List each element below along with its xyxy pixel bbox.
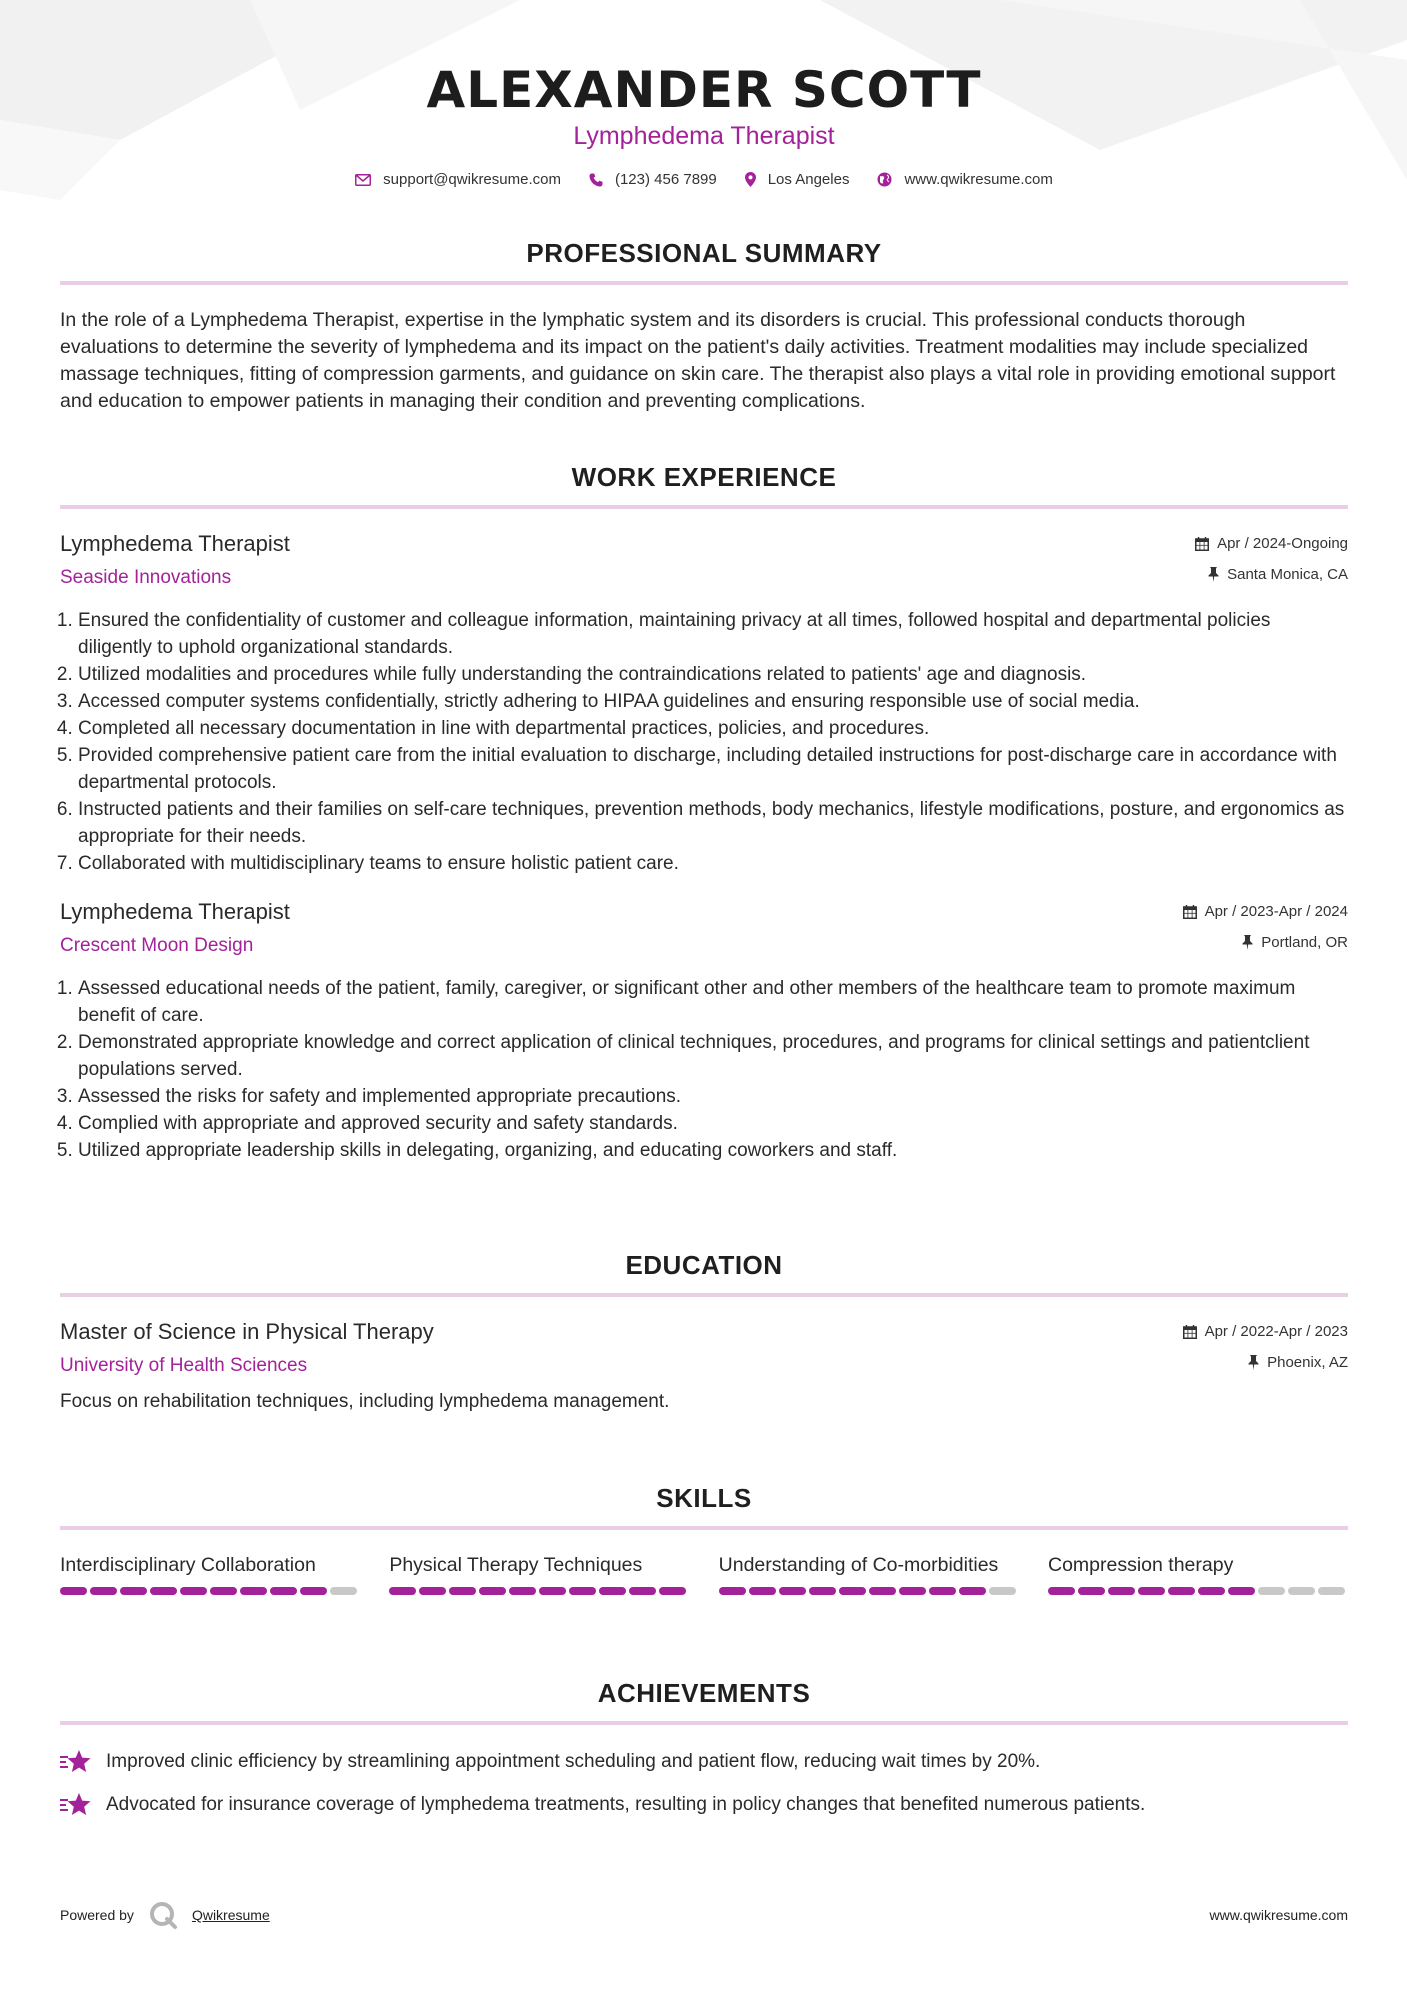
skill-segment-filled [210, 1587, 237, 1595]
phone-icon [589, 173, 603, 187]
skill-segment-filled [419, 1587, 446, 1595]
star-icon [60, 1792, 92, 1818]
skill-segment-filled [389, 1587, 416, 1595]
section-divider [60, 505, 1348, 509]
section-title-experience: WORK EXPERIENCE [571, 462, 837, 492]
skill-segment-filled [479, 1587, 506, 1595]
skill-level-bar [1048, 1587, 1348, 1595]
footer-website[interactable]: www.qwikresume.com [1209, 1907, 1348, 1923]
job-location: Santa Monica, CA [1227, 566, 1348, 583]
envelope-icon [355, 174, 371, 186]
education-location: Phoenix, AZ [1267, 1354, 1348, 1371]
contact-website[interactable] [877, 171, 1052, 188]
school-name: University of Health Sciences [60, 1355, 308, 1376]
skill-name: Interdisciplinary Collaboration [60, 1554, 316, 1576]
section-divider [60, 281, 1348, 285]
skill-item [1048, 1552, 1348, 1595]
skill-segment-filled [569, 1587, 596, 1595]
list-item: 4. Complied with appropriate and approved security and safety standards. [78, 1110, 1348, 1137]
skill-segment-filled [959, 1587, 986, 1595]
skill-segment-filled [180, 1587, 207, 1595]
list-item: 2. Demonstrated appropriate knowledge and correct application of clinical techniques, procedures, and programs for clinical settings and patientclient populations served. [78, 1029, 1348, 1083]
qwikresume-link[interactable]: Qwikresume [191, 1907, 270, 1923]
resume-page [60, 0, 1348, 1815]
skill-segment-filled [1078, 1587, 1105, 1595]
skill-segment-filled [1048, 1587, 1075, 1595]
job-title: Lymphedema Therapist [60, 531, 290, 556]
skill-name: Understanding of Co-morbidities [718, 1554, 999, 1576]
section-skills [60, 1483, 1348, 1595]
pushpin-icon [1248, 1355, 1259, 1370]
skill-name: Compression therapy [1047, 1554, 1234, 1576]
contact-location-text: Los Angeles [767, 171, 850, 188]
list-item: 5. Utilized appropriate leadership skills in delegating, organizing, and educating coworkers and staff. [78, 1137, 1348, 1164]
star-icon [60, 1749, 92, 1775]
job-company: Crescent Moon Design [60, 935, 254, 956]
job-entry [60, 531, 1348, 877]
job-dates: Apr / 2023-Apr / 2024 [1204, 903, 1348, 920]
skill-segment-filled [240, 1587, 267, 1595]
skill-segment-filled [539, 1587, 566, 1595]
job-company: Seaside Innovations [60, 567, 232, 588]
calendar-icon [1183, 1325, 1197, 1339]
education-description: Focus on rehabilitation techniques, including lymphedema management. [60, 1391, 670, 1412]
pushpin-icon [1242, 935, 1253, 950]
section-title-skills: SKILLS [656, 1483, 752, 1513]
skill-segment-filled [629, 1587, 656, 1595]
section-divider [60, 1293, 1348, 1297]
skill-segment-filled [1108, 1587, 1135, 1595]
list-item: 7. Collaborated with multidisciplinary teams to ensure holistic patient care. [78, 850, 1348, 877]
section-title-summary: PROFESSIONAL SUMMARY [526, 238, 882, 268]
skill-segment-filled [1168, 1587, 1195, 1595]
skill-segment-filled [90, 1587, 117, 1595]
job-title: Lymphedema Therapist [60, 899, 290, 924]
achievement-item [60, 1749, 1348, 1775]
section-title-achievements: ACHIEVEMENTS [597, 1678, 811, 1708]
powered-by [60, 1900, 270, 1930]
page-footer [60, 1900, 1348, 1930]
calendar-icon [1183, 905, 1197, 919]
skill-segment-filled [60, 1587, 87, 1595]
achievement-text: Improved clinic efficiency by streamlining appointment scheduling and patient flow, reducing wait times by 20%. [106, 1751, 1041, 1772]
skill-name: Physical Therapy Techniques [389, 1554, 643, 1576]
job-entry [60, 899, 1348, 1164]
contact-phone-text: (123) 456 7899 [614, 171, 717, 188]
skill-segment-filled [899, 1587, 926, 1595]
list-item: 1. Assessed educational needs of the patient, family, caregiver, or significant other and other members of the healthcare team to promote maximum benefit of care. [78, 975, 1348, 1029]
section-summary [60, 238, 1348, 415]
skill-segment-filled [599, 1587, 626, 1595]
skill-level-bar [60, 1587, 360, 1595]
skill-segment-filled [779, 1587, 806, 1595]
skill-segment-filled [150, 1587, 177, 1595]
skill-segment-filled [749, 1587, 776, 1595]
section-divider [60, 1721, 1348, 1725]
globe-icon [877, 172, 892, 187]
contact-phone[interactable] [589, 171, 717, 188]
list-item: 3. Accessed computer systems confidentially, strictly adhering to HIPAA guidelines and ensuring responsible use of social media. [78, 688, 1348, 715]
contact-location [745, 171, 850, 188]
degree-title: Master of Science in Physical Therapy [60, 1319, 434, 1344]
skill-segment-empty [989, 1587, 1016, 1595]
section-title-education: EDUCATION [625, 1250, 783, 1280]
contact-website-text: www.qwikresume.com [904, 171, 1053, 188]
skill-segment-filled [449, 1587, 476, 1595]
skill-segment-filled [1138, 1587, 1165, 1595]
job-responsibilities [60, 607, 1348, 877]
list-item: 2. Utilized modalities and procedures while fully understanding the contraindications related to patients' age and diagnosis. [78, 661, 1348, 688]
skill-segment-filled [1198, 1587, 1225, 1595]
job-dates: Apr / 2024-Ongoing [1217, 535, 1348, 552]
skill-segment-filled [839, 1587, 866, 1595]
list-item: 5. Provided comprehensive patient care from the initial evaluation to discharge, including detailed instructions for post-discharge care in accordance with departmental protocols. [78, 742, 1348, 796]
skill-segment-filled [120, 1587, 147, 1595]
skill-segment-filled [719, 1587, 746, 1595]
skill-segment-filled [1228, 1587, 1255, 1595]
job-responsibilities [60, 975, 1348, 1164]
skill-segment-filled [509, 1587, 536, 1595]
map-pin-icon [745, 172, 756, 187]
skill-segment-empty [1318, 1587, 1345, 1595]
calendar-icon [1195, 537, 1209, 551]
list-item: 1. Ensured the confidentiality of customer and colleague information, maintaining privacy at all times, followed hospital and departmental policies diligently to uphold organizational standards. [78, 607, 1348, 661]
skill-segment-filled [929, 1587, 956, 1595]
skill-segment-filled [869, 1587, 896, 1595]
skill-segment-empty [1288, 1587, 1315, 1595]
skill-segment-filled [659, 1587, 686, 1595]
resume-header [60, 0, 1348, 188]
section-divider [60, 1526, 1348, 1530]
skill-segment-filled [270, 1587, 297, 1595]
list-item: 4. Completed all necessary documentation in line with departmental practices, policies, and procedures. [78, 715, 1348, 742]
achievement-item [60, 1792, 1348, 1818]
skill-segment-empty [1258, 1587, 1285, 1595]
skill-item [719, 1552, 1019, 1595]
skill-level-bar [389, 1587, 689, 1595]
skill-item [60, 1552, 360, 1595]
contact-email-text: support@qwikresume.com [383, 171, 561, 188]
job-location: Portland, OR [1261, 934, 1348, 951]
list-item: 3. Assessed the risks for safety and implemented appropriate precautions. [78, 1083, 1348, 1110]
powered-by-label: Powered by [60, 1907, 134, 1923]
contact-email[interactable] [355, 171, 561, 188]
candidate-title: Lymphedema Therapist [573, 122, 835, 150]
summary-text: In the role of a Lymphedema Therapist, expertise in the lymphatic system and its disorders is crucial. This professional conducts thorough evaluations to determine the severity of lymphedema and its impact on the patient's daily activities. Treatment modalities may include specialized massage techniques, fitting of compression garments, and guidance on skin care. The therapist also plays a vital role in providing emotional support and education to empower patients in managing their condition and preventing complications. [60, 309, 1336, 412]
skill-level-bar [719, 1587, 1019, 1595]
achievement-text: Advocated for insurance coverage of lymphedema treatments, resulting in policy changes that benefited numerous patients. [106, 1794, 1146, 1815]
skill-segment-filled [300, 1587, 327, 1595]
section-education [60, 1250, 1348, 1413]
list-item: 6. Instructed patients and their families on self-care techniques, prevention methods, body mechanics, lifestyle modifications, posture, and ergonomics as appropriate for their needs. [78, 796, 1348, 850]
contact-bar [60, 171, 1348, 188]
candidate-name: ALEXANDER SCOTT [426, 61, 982, 119]
pushpin-icon [1208, 567, 1219, 582]
education-dates: Apr / 2022-Apr / 2023 [1204, 1323, 1348, 1340]
section-achievements [60, 1678, 1348, 1818]
skills-grid [60, 1552, 1348, 1595]
skill-segment-empty [330, 1587, 357, 1595]
skill-segment-filled [809, 1587, 836, 1595]
qwikresume-logo-icon [148, 1900, 178, 1930]
skill-item [389, 1552, 689, 1595]
section-experience [60, 462, 1348, 1164]
